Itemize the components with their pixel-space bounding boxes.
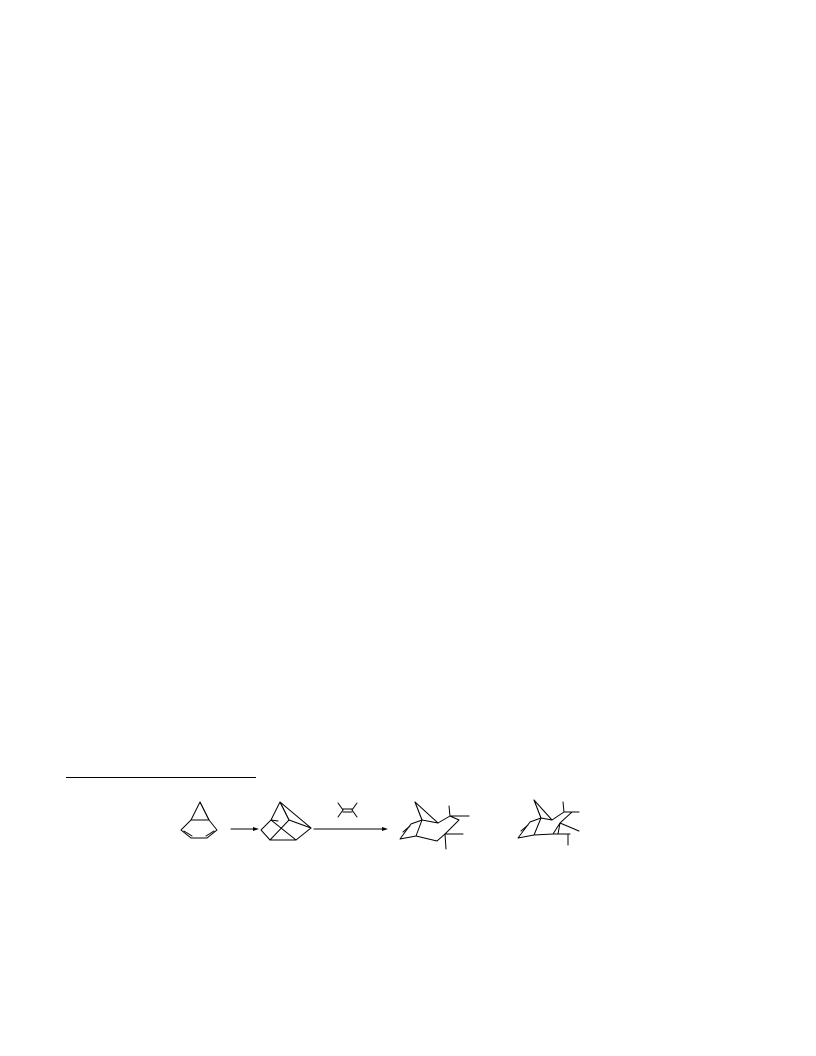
tetramethylethylene-reagent bbox=[338, 803, 357, 817]
norbornadiene-structure bbox=[181, 802, 217, 838]
reaction-scheme bbox=[150, 790, 650, 860]
reaction-arrow-1 bbox=[231, 827, 259, 831]
product-structure-1 bbox=[400, 802, 469, 849]
product-structure-2 bbox=[518, 800, 579, 845]
quadricyclane-structure bbox=[261, 802, 311, 840]
footnote-rule bbox=[66, 777, 256, 778]
reaction-scheme-svg bbox=[150, 790, 650, 860]
reaction-arrow-2 bbox=[314, 827, 388, 831]
